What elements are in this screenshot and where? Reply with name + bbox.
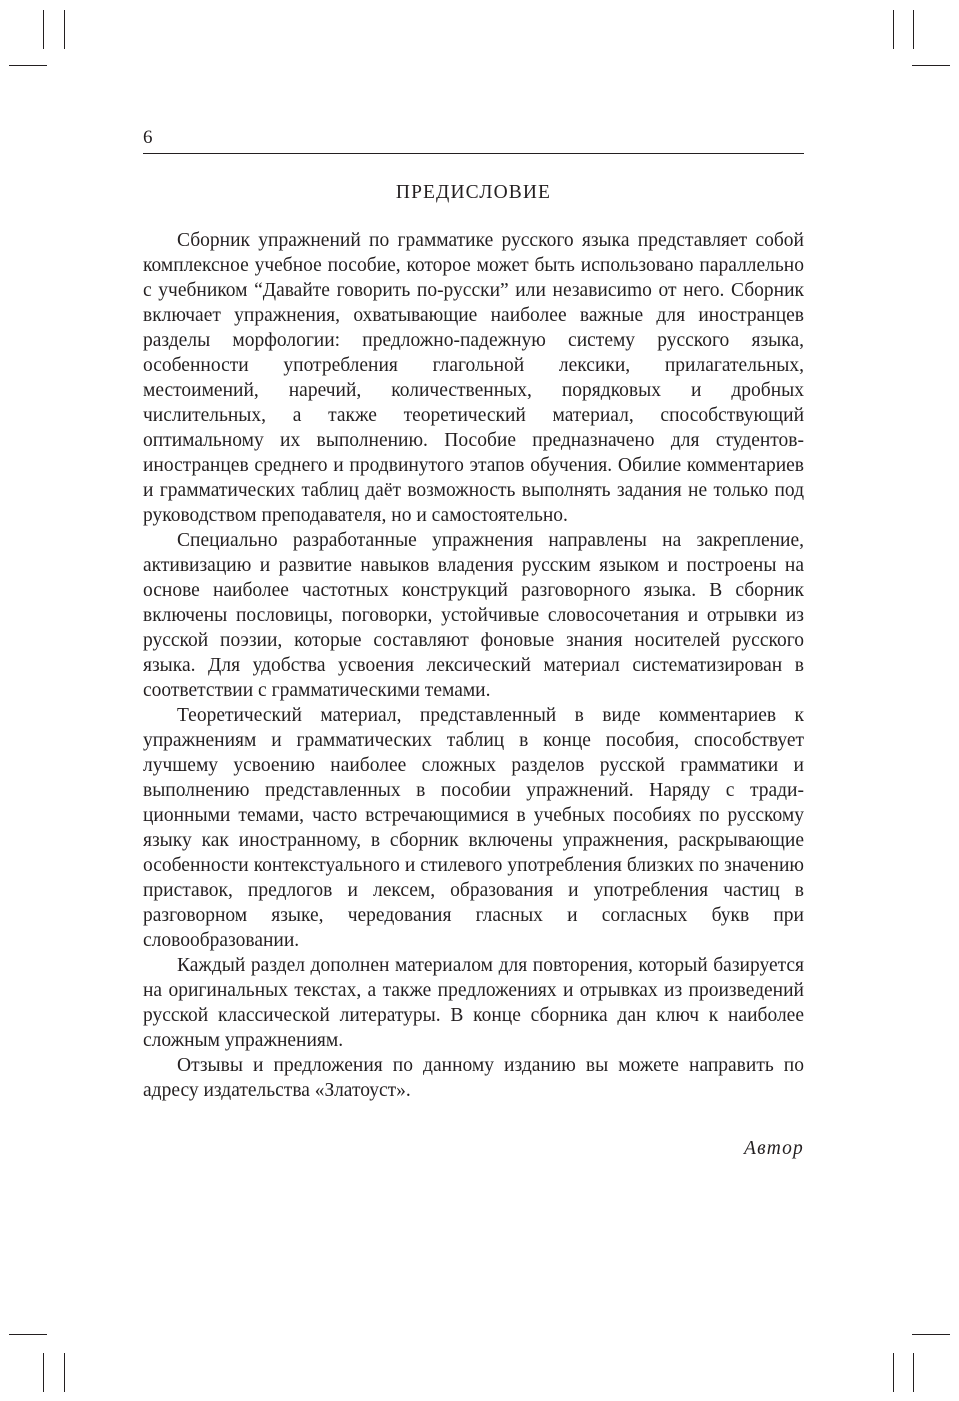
crop-mark-bottom-left-horizontal xyxy=(9,1334,47,1335)
paragraph-2: Специально разработанные упражнения направлены на закрепление, активизацию и развитие навыков владения русским языком и построены на основе наиболее частотных конструкций разговорного языка. В сборник включены пословицы, поговорки, устойчивые словосочетания и отрывки из русской поэзии, которые составляют фоновые знания носителей русского языка. Для удобства усвоения лексический материал систематизирован в соответствии с грамматическими темами. xyxy=(143,530,804,701)
crop-mark-bottom-left-outer xyxy=(43,1353,44,1392)
page-number: 6 xyxy=(143,127,153,148)
crop-mark-top-left-inner xyxy=(64,10,65,49)
paragraph-1: Сборник упражнений по грамматике русского языка представляет собой комплексное учебное пособие, которое может быть использовано параллельно с учебником “Давайте говорить по-русски” или независиmо от него. Сборник включает упражнения, охватывающие наиболее важные для иностранцев разделы морфологии: предложно-падежную систему русского языка, особенности употребления глагольной лексики, прилагательных, местоимений, наречий, количественных, порядковых и дробных числительных, а также теоретический материал, способствующий оптимальному их выполнению. Пособие предназначено для студентов-иностранцев среднего и продвинутого этапов обучения. Обилие комментариев и грамматических таблиц даёт возможность выполнять задания не только под руководством преподавателя, но и самостоятельно. xyxy=(143,230,804,526)
author-signature: Автор xyxy=(744,1138,804,1159)
paragraph-3: Теоретический материал, представленный в виде комментариев к упражнениям и грамматических таблиц в конце пособия, способствует лучшему усвоению наиболее сложных разделов русской грамматики и выполнению представленных в пособии упражнений. Наряду с традиционными темами, часто встречающимися в учебных пособиях по русскому языку как иностранному, в сборник включены упражнения, раскрывающие особенности контекстуального и стилевого употребления близких по значению приставок, предлогов и лексем, образования и употребления частиц в разговорном языке, чередования гласных и согласных букв при словообразовании. xyxy=(143,705,804,951)
crop-mark-bottom-left-inner xyxy=(64,1353,65,1392)
crop-mark-bottom-right-inner xyxy=(893,1353,894,1392)
page-title: ПРЕДИСЛОВИЕ xyxy=(395,182,552,203)
crop-mark-top-left-outer xyxy=(43,10,44,49)
crop-mark-top-right-horizontal xyxy=(912,65,950,66)
header-rule xyxy=(143,153,804,154)
crop-mark-bottom-right-outer xyxy=(913,1353,914,1392)
crop-mark-top-right-outer xyxy=(913,10,914,49)
crop-mark-top-left-horizontal xyxy=(9,65,47,66)
body-text xyxy=(143,228,804,1103)
crop-mark-bottom-right-horizontal xyxy=(912,1334,950,1335)
paragraph-5: Отзывы и предложения по данному изданию вы можете направить по адресу издательства «Златоуст». xyxy=(143,1055,804,1101)
paragraph-4: Каждый раздел дополнен материалом для повторения, который базируется на оригинальных текстах, а также предложениях и отрывках из произведений русской классической литературы. В конце сборника дан ключ к наиболее сложным упражнениям. xyxy=(143,955,804,1051)
crop-mark-top-right-inner xyxy=(893,10,894,49)
